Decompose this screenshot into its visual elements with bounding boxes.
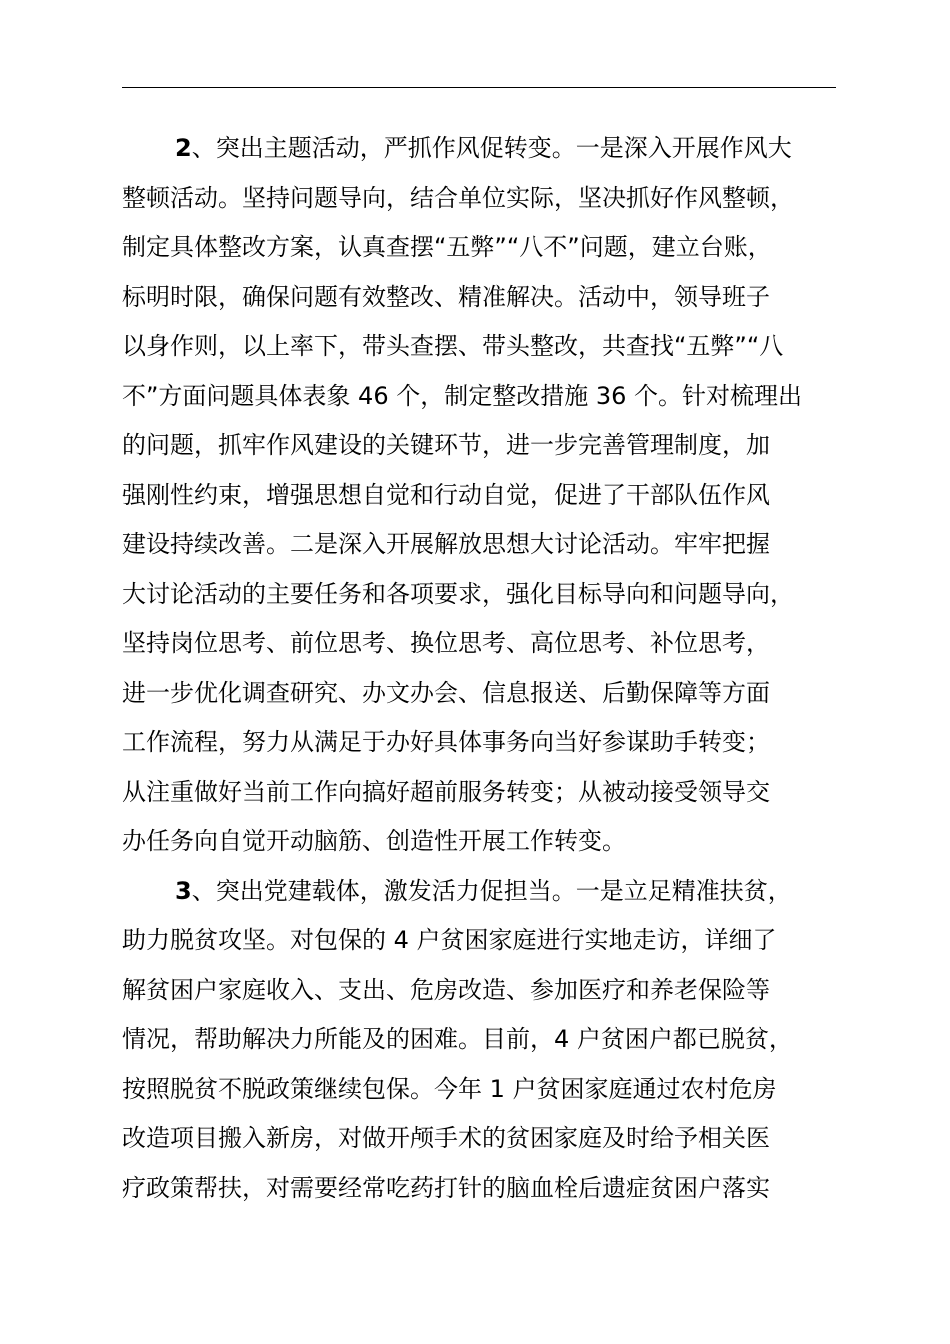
header-rule xyxy=(122,87,836,88)
paragraph-3-line-7: 疗政策帮扶，对需要经常吃药打针的脑血栓后遗症贫困户落实 xyxy=(122,1173,770,1202)
paragraph-3-line-1: 3、突出党建载体，激发活力促担当。一是立足精准扶贫， xyxy=(175,876,792,905)
paragraph-2-line-11: 坚持岗位思考、前位思考、换位思考、高位思考、补位思考， xyxy=(122,629,770,657)
paragraph-2-line-12: 进一步优化调查研究、办文办会、信息报送、后勤保障等方面 xyxy=(122,678,770,707)
paragraph-2-line-2: 整顿活动。坚持问题导向，结合单位实际，坚决抓好作风整顿， xyxy=(122,183,794,212)
paragraph-2-line-8: 强刚性约束，增强思想自觉和行动自觉，促进了干部队伍作风 xyxy=(122,480,770,509)
paragraph-2-line-6: 不”方面问题具体表象 46 个，制定整改措施 36 个。针对梳理出 xyxy=(122,381,803,410)
paragraph-number: 2 xyxy=(175,134,192,162)
paragraph-2-line-10: 大讨论活动的主要任务和各项要求，强化目标导向和问题导向， xyxy=(122,579,794,608)
paragraph-2-line-15: 办任务向自觉开动脑筋、创造性开展工作转变。 xyxy=(122,827,626,855)
paragraph-2-line-3: 制定具体整改方案，认真查摆“五弊”“八不”问题，建立台账， xyxy=(122,233,772,261)
paragraph-2-line-13: 工作流程，努力从满足于办好具体事务向当好参谋助手转变； xyxy=(122,728,770,756)
paragraph-3-line-2: 助力脱贫攻坚。对包保的 4 户贫困家庭进行实地走访，详细了 xyxy=(122,926,777,954)
paragraph-number: 3 xyxy=(175,876,192,905)
paragraph-2-line-5: 以身作则，以上率下，带头查摆、带头整改，共查找“五弊”“八 xyxy=(122,332,784,360)
paragraph-3-line-6: 改造项目搬入新房，对做开颅手术的贫困家庭及时给予相关医 xyxy=(122,1124,770,1152)
paragraph-2-line-9: 建设持续改善。二是深入开展解放思想大讨论活动。牢牢把握 xyxy=(122,530,770,558)
paragraph-2-line-1: 2、突出主题活动，严抓作风促转变。一是深入开展作风大 xyxy=(175,134,792,162)
paragraph-2-line-4: 标明时限，确保问题有效整改、精准解决。活动中，领导班子 xyxy=(122,282,770,311)
paragraph-2-line-14: 从注重做好当前工作向搞好超前服务转变；从被动接受领导交 xyxy=(122,777,770,806)
paragraph-3-line-4: 情况，帮助解决力所能及的困难。目前，4 户贫困户都已脱贫， xyxy=(122,1025,793,1053)
paragraph-2-line-7: 的问题，抓牢作风建设的关键环节，进一步完善管理制度，加 xyxy=(122,431,770,459)
paragraph-3-line-3: 解贫困户家庭收入、支出、危房改造、参加医疗和养老保险等 xyxy=(122,975,770,1004)
paragraph-3-line-5: 按照脱贫不脱政策继续包保。今年 1 户贫困家庭通过农村危房 xyxy=(122,1074,777,1103)
